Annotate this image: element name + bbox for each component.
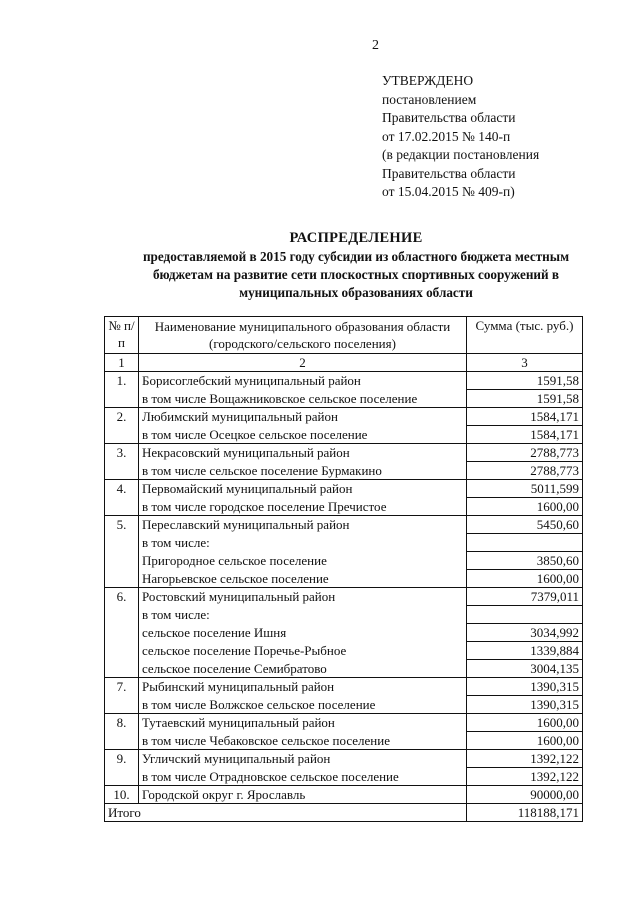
table-row bbox=[105, 660, 583, 678]
approval-stamp bbox=[382, 72, 539, 202]
row-number: 7. bbox=[105, 678, 139, 696]
municipality-name: сельское поселение Ишня bbox=[139, 624, 467, 642]
row-number: 10. bbox=[105, 786, 139, 804]
municipality-name: в том числе Вощажниковское сельское поселение bbox=[139, 390, 467, 408]
header-name: Наименование муниципального образования области (городского/сельского поселения) bbox=[139, 317, 467, 354]
municipality-name: Переславский муниципальный район bbox=[139, 516, 467, 534]
municipality-name: Любимский муниципальный район bbox=[139, 408, 467, 426]
subsidy-sum: 1339,884 bbox=[467, 642, 583, 660]
subsidy-sum: 1392,122 bbox=[467, 750, 583, 768]
row-number bbox=[105, 570, 139, 588]
row-number bbox=[105, 768, 139, 786]
municipality-name: Ростовский муниципальный район bbox=[139, 588, 467, 606]
document-heading bbox=[96, 228, 616, 302]
subsidy-sum: 1584,171 bbox=[467, 426, 583, 444]
row-number bbox=[105, 390, 139, 408]
municipality-name: в том числе Чебаковское сельское поселение bbox=[139, 732, 467, 750]
table-row bbox=[105, 516, 583, 534]
table-row bbox=[105, 606, 583, 624]
row-number: 9. bbox=[105, 750, 139, 768]
municipality-name: Городской округ г. Ярославль bbox=[139, 786, 467, 804]
row-number bbox=[105, 642, 139, 660]
row-number bbox=[105, 624, 139, 642]
subsidy-sum bbox=[467, 606, 583, 624]
approval-line: постановлением bbox=[382, 91, 477, 107]
header-sum: Сумма (тыс. руб.) bbox=[467, 317, 583, 354]
row-number bbox=[105, 426, 139, 444]
subsidy-sum: 2788,773 bbox=[467, 444, 583, 462]
distribution-table bbox=[104, 316, 583, 822]
approval-line: от 17.02.2015 № 140-п bbox=[382, 128, 511, 144]
municipality-name: Борисоглебский муниципальный район bbox=[139, 372, 467, 390]
municipality-name: Первомайский муниципальный район bbox=[139, 480, 467, 498]
municipality-name: Пригородное сельское поселение bbox=[139, 552, 467, 570]
table-row bbox=[105, 642, 583, 660]
page-number: 2 bbox=[372, 38, 379, 53]
approval-line: (в редакции постановления bbox=[382, 147, 540, 162]
row-number: 6. bbox=[105, 588, 139, 606]
document-title: РАСПРЕДЕЛЕНИЕ bbox=[289, 230, 423, 246]
table-index-row bbox=[105, 354, 583, 372]
table-header-row bbox=[105, 317, 583, 354]
row-number bbox=[105, 660, 139, 678]
municipality-name: Рыбинский муниципальный район bbox=[139, 678, 467, 696]
table-row bbox=[105, 552, 583, 570]
municipality-name: Тутаевский муниципальный район bbox=[139, 714, 467, 732]
municipality-name: в том числе: bbox=[139, 534, 467, 552]
index-cell: 3 bbox=[467, 354, 583, 372]
table-row bbox=[105, 786, 583, 804]
subsidy-sum: 1600,00 bbox=[467, 570, 583, 588]
table-row bbox=[105, 426, 583, 444]
table-row bbox=[105, 732, 583, 750]
table-row bbox=[105, 462, 583, 480]
row-number bbox=[105, 552, 139, 570]
municipality-name: в том числе городское поселение Пречистое bbox=[139, 498, 467, 516]
municipality-name: в том числе Осецкое сельское поселение bbox=[139, 426, 467, 444]
row-number: 3. bbox=[105, 444, 139, 462]
row-number: 2. bbox=[105, 408, 139, 426]
subsidy-sum: 1584,171 bbox=[467, 408, 583, 426]
municipality-name: в том числе: bbox=[139, 606, 467, 624]
header-num: № п/п bbox=[105, 317, 139, 354]
subsidy-sum: 1392,122 bbox=[467, 768, 583, 786]
approval-line: Правительства области bbox=[382, 165, 516, 181]
total-row bbox=[105, 804, 583, 822]
row-number: 1. bbox=[105, 372, 139, 390]
subsidy-sum: 3850,60 bbox=[467, 552, 583, 570]
subsidy-sum: 1390,315 bbox=[467, 678, 583, 696]
document-subtitle-line: бюджетам на развитие сети плоскостных спортивных сооружений в bbox=[152, 267, 560, 282]
municipality-name: Нагорьевское сельское поселение bbox=[139, 570, 467, 588]
municipality-name: Угличский муниципальный район bbox=[139, 750, 467, 768]
total-label: Итого bbox=[105, 804, 467, 822]
subsidy-sum: 1600,00 bbox=[467, 498, 583, 516]
table-row bbox=[105, 570, 583, 588]
approval-line: Правительства области bbox=[382, 110, 516, 125]
table-row bbox=[105, 408, 583, 426]
row-number bbox=[105, 606, 139, 624]
table-row bbox=[105, 498, 583, 516]
table-row bbox=[105, 480, 583, 498]
table-row bbox=[105, 444, 583, 462]
subsidy-sum: 1600,00 bbox=[467, 714, 583, 732]
index-cell: 1 bbox=[105, 354, 139, 372]
subsidy-sum: 90000,00 bbox=[467, 786, 583, 804]
total-sum: 118188,171 bbox=[467, 804, 583, 822]
subsidy-sum: 3034,992 bbox=[467, 624, 583, 642]
table-row bbox=[105, 534, 583, 552]
subsidy-sum: 1390,315 bbox=[467, 696, 583, 714]
table-row bbox=[105, 624, 583, 642]
table-row bbox=[105, 714, 583, 732]
subsidy-sum: 1591,58 bbox=[467, 390, 583, 408]
subsidy-sum: 5011,599 bbox=[467, 480, 583, 498]
subsidy-sum: 5450,60 bbox=[467, 516, 583, 534]
row-number bbox=[105, 534, 139, 552]
row-number: 8. bbox=[105, 714, 139, 732]
table-row bbox=[105, 696, 583, 714]
table-row bbox=[105, 750, 583, 768]
row-number bbox=[105, 462, 139, 480]
row-number bbox=[105, 498, 139, 516]
municipality-name: в том числе сельское поселение Бурмакино bbox=[139, 462, 467, 480]
row-number bbox=[105, 732, 139, 750]
municipality-name: сельское поселение Поречье-Рыбное bbox=[139, 642, 467, 660]
subsidy-sum: 1600,00 bbox=[467, 732, 583, 750]
index-cell: 2 bbox=[139, 354, 467, 372]
subsidy-sum: 7379,011 bbox=[467, 588, 583, 606]
row-number: 4. bbox=[105, 480, 139, 498]
row-number: 5. bbox=[105, 516, 139, 534]
municipality-name: в том числе Отрадновское сельское поселение bbox=[139, 768, 467, 786]
approval-line: от 15.04.2015 № 409-п) bbox=[382, 184, 515, 199]
municipality-name: в том числе Волжское сельское поселение bbox=[139, 696, 467, 714]
table-row bbox=[105, 768, 583, 786]
document-subtitle-line: муниципальных образованиях области bbox=[239, 285, 473, 300]
municipality-name: сельское поселение Семибратово bbox=[139, 660, 467, 678]
approval-line: УТВЕРЖДЕНО bbox=[382, 73, 474, 88]
table-row bbox=[105, 678, 583, 696]
subsidy-sum: 3004,135 bbox=[467, 660, 583, 678]
document-subtitle-line: предоставляемой в 2015 году субсидии из областного бюджета местным bbox=[142, 249, 570, 264]
municipality-name: Некрасовский муниципальный район bbox=[139, 444, 467, 462]
table-row bbox=[105, 390, 583, 408]
subsidy-sum: 1591,58 bbox=[467, 372, 583, 390]
subsidy-sum bbox=[467, 534, 583, 552]
table-row bbox=[105, 588, 583, 606]
row-number bbox=[105, 696, 139, 714]
table-row bbox=[105, 372, 583, 390]
subsidy-sum: 2788,773 bbox=[467, 462, 583, 480]
